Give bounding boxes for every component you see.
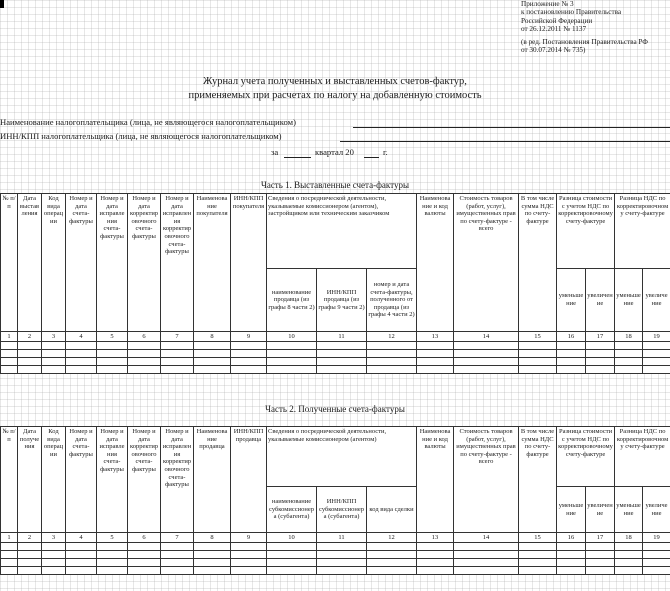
p1-col14-header: Стоимость товаров (работ, услуг), имущественных прав по счету-фактуре - всего (454, 194, 519, 332)
period-quarter-label: квартал 20 (315, 147, 354, 157)
p1-col-number: 10 (267, 332, 317, 342)
p2-col5-header: Номер и дата исправления счета-фактуры (97, 427, 128, 533)
table-row (1, 366, 670, 374)
p1-col7-header: Номер и дата исправления корректировочного счета-фактуры (161, 194, 194, 332)
p2-col-number: 16 (557, 533, 586, 543)
p2-diff-vat-header: Разница НДС по корректировочному счету-фактуре (615, 427, 670, 487)
p1-agent-group-header: Сведения о посреднической деятельности, указываемые комиссионером (агентом), застройщиком или техническим заказчиком (267, 194, 417, 269)
p1-col-number: 6 (128, 332, 161, 342)
p2-col14-header: Стоимость товаров (работ, услуг), имущественных прав по счету-фактуре - всего (454, 427, 519, 533)
p1-col-number: 4 (66, 332, 97, 342)
appendix-note (521, 0, 670, 55)
document-subtitle: применяемых при расчетах по налогу на добавленную стоимость (188, 90, 482, 101)
p1-col-number: 8 (194, 332, 231, 342)
taxpayer-name-field[interactable] (353, 127, 670, 128)
p1-col-number: 11 (317, 332, 367, 342)
p2-col1-header: № п/п (1, 427, 18, 533)
table-row (1, 342, 670, 350)
p2-col-number: 8 (194, 533, 231, 543)
p2-col17-header: увеличение (586, 487, 615, 533)
period-year-label: г. (383, 147, 388, 157)
p1-col9-header: ИНН/КПП покупателя (231, 194, 267, 332)
appendix-line: к постановлению Правительства (521, 8, 622, 17)
corner-mark (0, 0, 4, 8)
p1-col19-header: увеличение (643, 269, 670, 332)
table-row (1, 543, 670, 551)
p1-col1-header: № п/п (1, 194, 18, 332)
p2-col4-header: Номер и дата счета-фактуры (66, 427, 97, 533)
p2-col8-header: Наименование продавца (194, 427, 231, 533)
period-for-label: за (271, 147, 279, 157)
part1-title: Часть 1. Выставленные счета-фактуры (260, 180, 410, 190)
p1-col-number: 19 (643, 332, 670, 342)
appendix-line: Российской Федерации (521, 16, 593, 25)
p1-col17-header: увеличение (586, 269, 615, 332)
p1-col10-header: наименование продавца (из графы 8 части 2) (267, 269, 317, 332)
p1-col4-header: Номер и дата счета-фактуры (66, 194, 97, 332)
p2-col11-header: ИНН/КПП субкомиссионера (субагента) (317, 487, 367, 533)
p1-col15-header: В том числе сумма НДС по счету-фактуре (519, 194, 557, 332)
p1-col16-header: уменьшение (557, 269, 586, 332)
p1-diff-cost-header: Разница стоимости с учетом НДС по корректировочному счету-фактуре (557, 194, 615, 269)
p2-col-number: 2 (18, 533, 42, 543)
p2-col16-header: уменьшение (557, 487, 586, 533)
p2-col-number: 12 (367, 533, 417, 543)
part2-table (0, 426, 670, 575)
p2-col19-header: увеличение (643, 487, 670, 533)
year-field[interactable] (364, 157, 379, 158)
p1-col-number: 2 (18, 332, 42, 342)
p2-col-number: 4 (66, 533, 97, 543)
p2-col9-header: ИНН/КПП продавца (231, 427, 267, 533)
p2-col7-header: Номер и дата исправления корректировочного счета-фактуры (161, 427, 194, 533)
p2-col15-header: В том числе сумма НДС по счету-фактуре (519, 427, 557, 533)
p1-col-number: 13 (417, 332, 454, 342)
p2-col-number: 9 (231, 533, 267, 543)
p2-col13-header: Наименование и код валюты (417, 427, 454, 533)
quarter-field[interactable] (284, 157, 311, 158)
p2-col-number: 11 (317, 533, 367, 543)
table-row (1, 567, 670, 575)
p2-col-number: 3 (42, 533, 66, 543)
p1-col-number: 3 (42, 332, 66, 342)
p1-col-number: 12 (367, 332, 417, 342)
appendix-edition: от 30.07.2014 № 735) (521, 46, 586, 55)
p1-col5-header: Номер и дата исправления счета-фактуры (97, 194, 128, 332)
taxpayer-inn-field[interactable] (340, 141, 670, 142)
p1-col-number: 15 (519, 332, 557, 342)
p2-col-number: 17 (586, 533, 615, 543)
taxpayer-inn-label: ИНН/КПП налогоплательщика (лица, не являющегося налогоплательщиком) (0, 131, 282, 141)
p2-col12-header: код вида сделки (367, 487, 417, 533)
p1-col18-header: уменьшение (615, 269, 643, 332)
p2-diff-cost-header: Разница стоимости с учетом НДС по корректировочному счету-фактуре (557, 427, 615, 487)
p1-col-number: 16 (557, 332, 586, 342)
p2-col-number: 6 (128, 533, 161, 543)
table-row (1, 358, 670, 366)
p2-col3-header: Код вида операции (42, 427, 66, 533)
appendix-line: Приложение № 3 (521, 0, 574, 8)
p1-col11-header: ИНН/КПП продавца (из графы 9 части 2) (317, 269, 367, 332)
p2-agent-group-header: Сведения о посреднической деятельности, указываемые комиссионером (агентом) (267, 427, 417, 487)
p1-col2-header: Дата выставления (18, 194, 42, 332)
p2-col10-header: наименование субкомиссионера (субагента) (267, 487, 317, 533)
p2-col-number: 18 (615, 533, 643, 543)
taxpayer-name-label: Наименование налогоплательщика (лица, не являющегося налогоплательщиком) (0, 117, 296, 127)
p1-col6-header: Номер и дата корректировочного счета-фактуры (128, 194, 161, 332)
document-title: Журнал учета полученных и выставленных счетов-фактур, (203, 76, 467, 87)
p1-col-number: 14 (454, 332, 519, 342)
p1-col3-header: Код вида операции (42, 194, 66, 332)
p1-col-number: 5 (97, 332, 128, 342)
p1-col8-header: Наименование покупателя (194, 194, 231, 332)
p1-col-number: 1 (1, 332, 18, 342)
p1-col13-header: Наименование и код валюты (417, 194, 454, 332)
p2-col-number: 1 (1, 533, 18, 543)
p1-col-number: 17 (586, 332, 615, 342)
p2-col-number: 15 (519, 533, 557, 543)
p2-col18-header: уменьшение (615, 487, 643, 533)
table-row (1, 350, 670, 358)
p2-col2-header: Дата получения (18, 427, 42, 533)
p1-col-number: 18 (615, 332, 643, 342)
p2-col-number: 14 (454, 533, 519, 543)
p2-col-number: 7 (161, 533, 194, 543)
p1-diff-vat-header: Разница НДС по корректировочному счету-фактуре (615, 194, 670, 269)
p1-col12-header: номер и дата счета-фактуры, полученного от продавца (из графы 4 части 2) (367, 269, 417, 332)
part1-table (0, 193, 670, 374)
part2-title: Часть 2. Полученные счета-фактуры (265, 404, 405, 414)
p1-col-number: 7 (161, 332, 194, 342)
p2-col-number: 5 (97, 533, 128, 543)
p2-col6-header: Номер и дата корректировочного счета-фактуры (128, 427, 161, 533)
table-row (1, 559, 670, 567)
p1-col-number: 9 (231, 332, 267, 342)
p2-col-number: 19 (643, 533, 670, 543)
table-row (1, 551, 670, 559)
appendix-edition: (в ред. Постановления Правительства РФ (521, 38, 648, 47)
appendix-line: от 26.12.2011 № 1137 (521, 24, 587, 33)
p2-col-number: 13 (417, 533, 454, 543)
p2-col-number: 10 (267, 533, 317, 543)
